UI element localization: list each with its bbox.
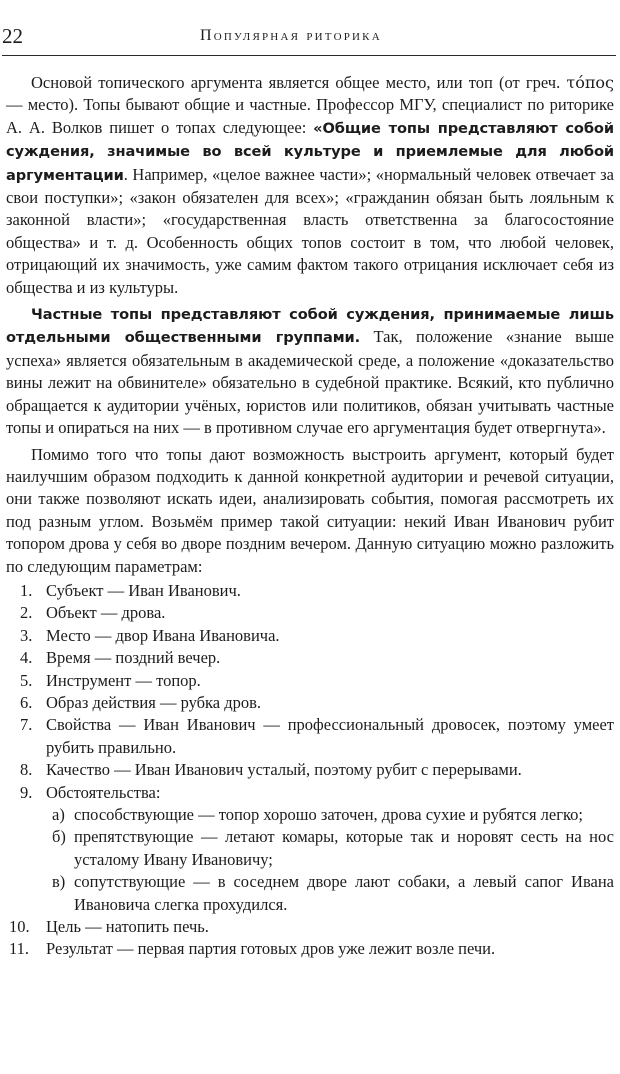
list-item — [6, 759, 614, 781]
list-number: 8. — [20, 760, 33, 780]
sub-list-item-text: препятствующие — летают комары, которые так и норовят сесть на нос усталому Ивану Ивановичу; — [74, 827, 614, 869]
list-item — [6, 580, 614, 602]
list-item — [6, 938, 614, 960]
paragraph-text: . Например, «целое важнее части»; «нормальный человек отвечает за свои поступки»; «закон обязателен для всех»; «гражданин обязан быть лояльным к законной власти»; «государственная власть ответственна за благосостояние общества» и т. д. Особенность общих топов состоит в том, что любой человек, отрицающий их значимость, уже самим фактом такого отрицания исключает себя из общества и из культуры. — [6, 164, 614, 297]
parameters-list — [6, 580, 614, 961]
header-rule — [2, 55, 616, 56]
list-number: 2. — [20, 603, 33, 623]
sub-list-label: б) — [52, 827, 66, 847]
list-item-text: Объект — дрова. — [46, 603, 166, 623]
list-item-text: Результат — первая партия готовых дров уже лежит возле печи. — [46, 939, 496, 959]
list-number: 6. — [20, 692, 33, 712]
page-body — [6, 72, 614, 961]
list-item — [6, 782, 614, 916]
list-number: 1. — [20, 580, 33, 600]
list-item-text: Качество — Иван Иванович усталый, поэтому рубит с перерывами. — [46, 760, 522, 780]
sub-list-item-text: способствующие — топор хорошо заточен, дрова сухие и рубятся легко; — [74, 805, 583, 824]
list-number: 4. — [20, 648, 33, 668]
page-header — [0, 24, 620, 50]
page-number: 22 — [2, 24, 23, 48]
list-number: 9. — [20, 782, 33, 802]
circumstances-list — [46, 804, 614, 916]
sub-list-label: а) — [52, 805, 65, 824]
bold-definition: Частные топы представляют собой суждения, принимаемые лишь отдельными общественными группами. — [6, 306, 614, 347]
bold-definition: «Общие топы представляют собой суждения, значимые во всей культуре и приемлемые для любой аргументации — [6, 119, 614, 184]
list-item-text: Обстоятельства: — [46, 782, 161, 802]
list-item — [6, 625, 614, 647]
sub-list-item — [46, 804, 614, 826]
running-title: Популярная риторика — [200, 27, 382, 44]
list-number: 3. — [20, 625, 33, 645]
paragraph-example — [6, 444, 614, 578]
list-number: 10. — [9, 917, 30, 937]
list-number: 5. — [20, 670, 33, 690]
paragraph-general-topoi — [6, 72, 614, 299]
list-item — [6, 647, 614, 669]
list-item-text: Образ действия — рубка дров. — [46, 692, 262, 712]
list-item — [6, 916, 614, 938]
list-item-text: Место — двор Ивана Ивановича. — [46, 625, 280, 645]
list-item — [6, 602, 614, 624]
list-number: 7. — [20, 715, 33, 735]
paragraph-text: Основой топического аргумента является общее место, или топ (от греч. — [31, 73, 567, 92]
list-number: 11. — [9, 939, 30, 959]
list-item — [6, 714, 614, 759]
sub-list-label: в) — [52, 872, 66, 892]
paragraph-text: — место). Топы бывают общие и частные. Профессор МГУ, специалист по риторике А. А. Волков пишет о топах следующее: — [6, 95, 614, 137]
list-item-text: Свойства — Иван Иванович — профессиональный дровосек, поэтому умеет рубить правильно. — [46, 715, 614, 757]
paragraph-text: Так, положение «знание выше успеха» является обязательным в академической среде, а положение «доказательство вины лежит на обвинителе» обязательно в судебной практике. Всякий, кто публично обращается к аудитории учёных, юристов или политиков, обязан учитывать частные топы и опираться на них — в противном случае его аргументация будет отвергнута». — [6, 327, 614, 438]
paragraph-text: Помимо того что топы дают возможность выстроить аргумент, который будет наилучшим образом подходить к данной конкретной аудитории и речевой ситуации, они также позволяют искать идеи, анализировать события, помогая рассмотреть их под разным углом. Возьмём пример такой ситуации: некий Иван Иванович рубит топором дрова у себя во дворе поздним вечером. Данную ситуацию можно разложить по следующим параметрам: — [6, 444, 614, 576]
list-item-text: Время — поздний вечер. — [46, 648, 221, 668]
list-item-text: Субъект — Иван Иванович. — [46, 580, 241, 600]
greek-word: τόπος — [566, 73, 614, 92]
list-item-text: Цель — натопить печь. — [46, 917, 209, 937]
paragraph-particular-topoi — [6, 303, 614, 439]
sub-list-item-text: сопутствующие — в соседнем дворе лают собаки, а левый сапог Ивана Ивановича слегка прохудился. — [74, 872, 614, 914]
list-item-text: Инструмент — топор. — [46, 670, 201, 690]
sub-list-item — [46, 826, 614, 871]
list-item — [6, 692, 614, 714]
sub-list-item — [46, 871, 614, 916]
list-item — [6, 670, 614, 692]
